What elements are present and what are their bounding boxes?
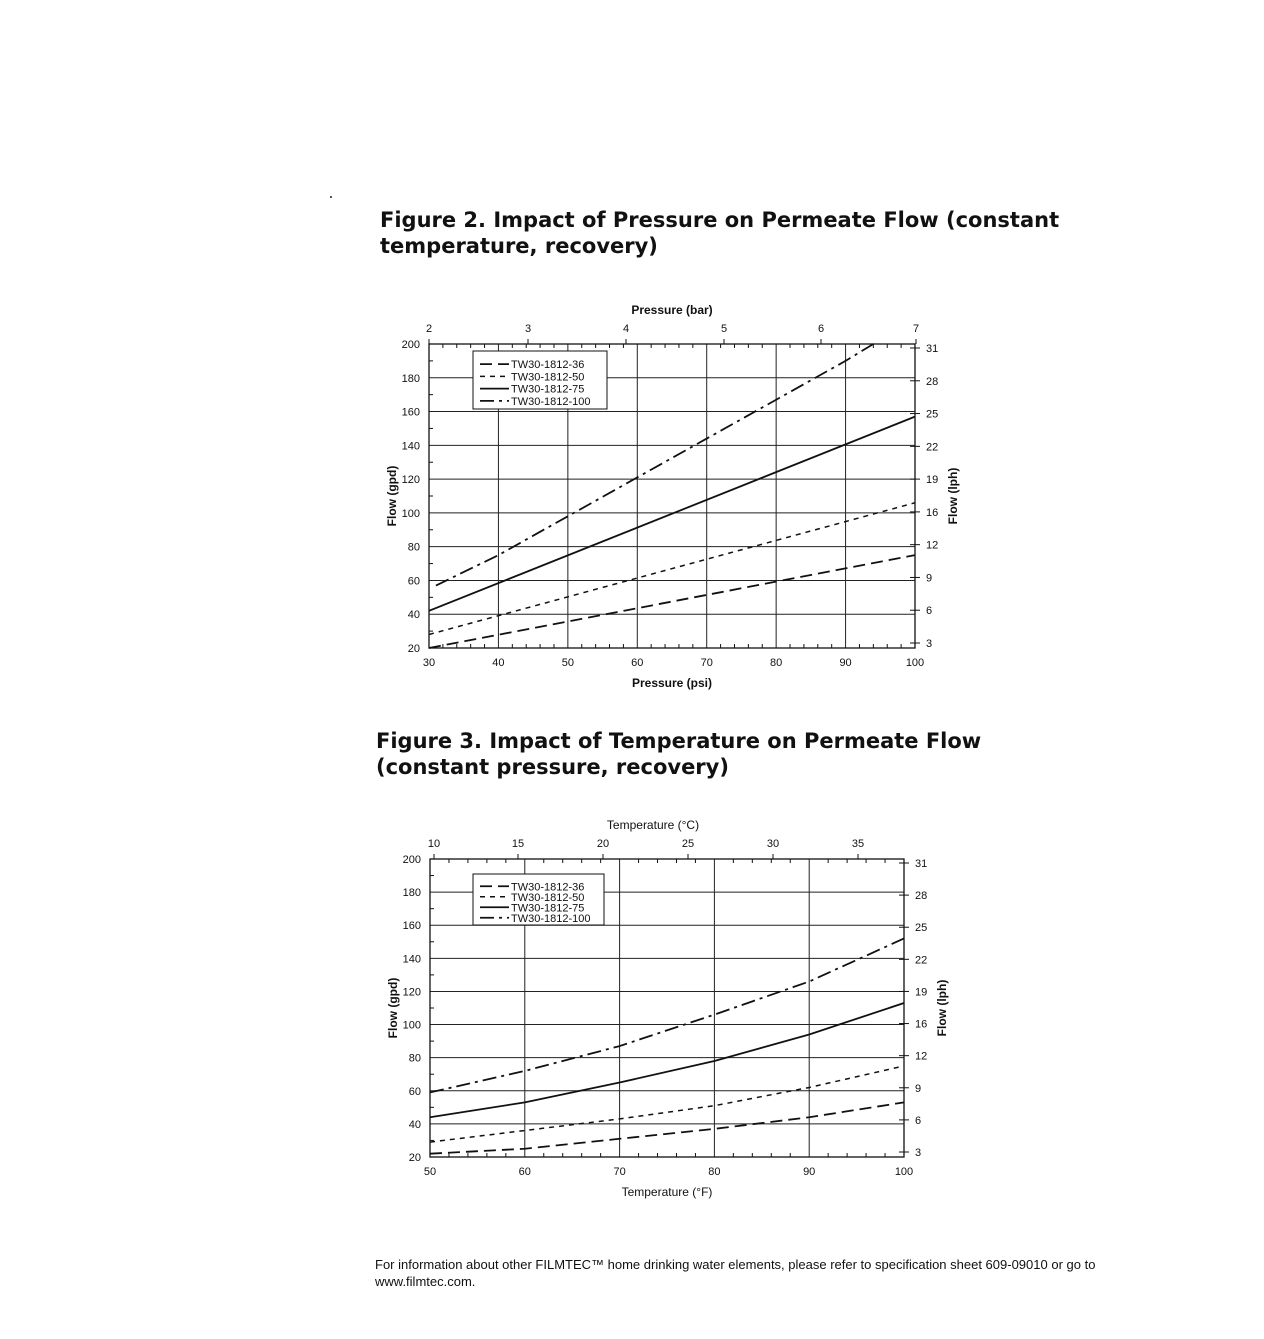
- fig2-x-tick-label: 60: [631, 657, 644, 669]
- fig2-y-tick-label: 160: [401, 406, 420, 419]
- fig2-y2-tick-label: 31: [926, 343, 939, 355]
- fig3-x2-axis-title: Temperature (°C): [606, 818, 700, 832]
- fig3-y-axis-title: Flow (gpd): [386, 977, 400, 1039]
- fig3-x2-tick-label: 30: [766, 838, 780, 850]
- footer-note: [375, 1256, 1105, 1290]
- fig3-y2-tick-label: 12: [915, 1050, 928, 1063]
- fig2-x-tick-label: 90: [839, 657, 852, 669]
- fig2-y-tick-label: 40: [407, 609, 420, 622]
- fig2-y-tick-label: 80: [407, 541, 420, 554]
- fig2-legend-label: TW30-1812-36: [511, 359, 585, 372]
- fig3-y-tick-label: 120: [402, 986, 421, 999]
- fig3-x2-tick-label: 35: [851, 838, 865, 850]
- fig3-x-tick-label: 90: [803, 1166, 816, 1178]
- fig2-x-tick-label: 30: [422, 657, 436, 669]
- fig2-x-tick-label: 40: [492, 657, 505, 669]
- fig2-legend-label: TW30-1812-75: [511, 383, 585, 396]
- fig3-y2-tick-label: 31: [915, 858, 928, 870]
- fig2-y2-tick-label: 22: [926, 441, 939, 454]
- fig3-y-tick-label: 20: [408, 1152, 421, 1164]
- fig2-y-axis-title: Flow (gpd): [385, 465, 399, 527]
- footer-line2: www.filmtec.com.: [375, 1274, 476, 1289]
- fig2-y2-tick-label: 19: [926, 474, 939, 487]
- fig2-x2-tick-label: 3: [524, 323, 532, 335]
- fig3-series-line-tw30-1812-100: [430, 938, 904, 1092]
- fig3-y-tick-label: 200: [402, 854, 421, 866]
- fig2-y-tick-label: 120: [401, 474, 420, 487]
- fig2-y-tick-label: 140: [401, 440, 420, 453]
- fig3-series-line-tw30-1812-50: [430, 1066, 904, 1142]
- fig2-x2-tick-label: 4: [622, 323, 630, 335]
- fig2-y-tick-label: 200: [401, 339, 420, 351]
- fig2-y2-axis-title: Flow (lph): [946, 467, 960, 525]
- fig3-x2-tick-label: 20: [596, 838, 610, 850]
- fig2-y2-tick-label: 6: [926, 605, 933, 618]
- fig3-y-tick-label: 160: [402, 920, 421, 933]
- fig2-legend-label: TW30-1812-50: [511, 371, 585, 384]
- fig2-x-axis-title: Pressure (psi): [631, 676, 713, 690]
- fig3-x2-tick-label: 10: [427, 838, 441, 850]
- fig2-y2-tick-label: 12: [926, 539, 939, 552]
- fig3-y-tick-label: 100: [402, 1019, 421, 1032]
- fig3-x2-tick-label: 25: [681, 838, 695, 850]
- fig2-x-tick-label: 50: [561, 657, 574, 669]
- fig2-y-tick-label: 100: [401, 507, 420, 520]
- fig2-y2-tick-label: 28: [926, 375, 939, 388]
- fig3-legend-label: TW30-1812-50: [511, 891, 585, 904]
- figure-2-title-line2: temperature, recovery): [380, 234, 658, 258]
- fig2-y-tick-label: 180: [401, 372, 420, 385]
- fig3-y2-axis-title: Flow (lph): [935, 979, 949, 1037]
- fig2-y2-tick-label: 9: [926, 572, 933, 585]
- fig2-x-tick-label: 80: [770, 657, 783, 669]
- fig3-legend-label: TW30-1812-75: [511, 902, 585, 915]
- fig2-x-tick-label: 100: [905, 657, 925, 669]
- fig3-y-tick-label: 40: [408, 1118, 421, 1131]
- fig3-legend-label: TW30-1812-100: [511, 912, 591, 925]
- fig3-y2-tick-label: 16: [915, 1018, 928, 1031]
- fig3-x2-tick-label: 15: [511, 838, 525, 850]
- fig3-x-tick-label: 80: [708, 1166, 721, 1178]
- fig3-y2-tick-label: 22: [915, 954, 928, 967]
- fig2-y-tick-label: 20: [407, 643, 420, 655]
- fig3-x-axis-title: Temperature (°F): [621, 1185, 713, 1199]
- fig3-y2-tick-label: 6: [915, 1114, 922, 1127]
- fig3-y-tick-label: 80: [408, 1052, 421, 1065]
- fig2-y2-tick-label: 3: [926, 638, 933, 650]
- fig3-x-tick-label: 60: [518, 1166, 531, 1178]
- fig2-x2-axis-title: Pressure (bar): [631, 303, 713, 317]
- fig2-y2-tick-label: 16: [926, 506, 939, 519]
- fig3-y2-tick-label: 9: [915, 1082, 922, 1095]
- fig2-x2-tick-label: 6: [817, 323, 825, 335]
- fig3-y2-tick-label: 28: [915, 890, 928, 903]
- figure-3-title-line1: Figure 3. Impact of Temperature on Permeate Flow: [376, 729, 982, 753]
- fig3-y-tick-label: 60: [408, 1085, 421, 1098]
- fig3-y2-tick-label: 25: [915, 922, 928, 935]
- fig3-x-tick-label: 70: [613, 1166, 626, 1178]
- figure-3-title-line2: (constant pressure, recovery): [376, 755, 729, 779]
- fig2-y2-tick-label: 25: [926, 408, 939, 421]
- fig3-x-tick-label: 50: [423, 1166, 437, 1178]
- fig2-x2-tick-label: 7: [912, 323, 920, 335]
- fig3-x-tick-label: 100: [894, 1166, 914, 1178]
- footer-line1: For information about other FILMTEC™ home drinking water elements, please refer to specification sheet 609-09010 or go to: [375, 1257, 1096, 1272]
- fig3-y-tick-label: 140: [402, 953, 421, 966]
- fig2-x-tick-label: 70: [700, 657, 713, 669]
- fig2-x2-tick-label: 5: [720, 323, 728, 335]
- fig2-legend-label: TW30-1812-100: [511, 395, 591, 408]
- fig3-series-line-tw30-1812-75: [430, 1003, 904, 1117]
- fig3-y2-tick-label: 3: [915, 1147, 922, 1159]
- fig3-y2-tick-label: 19: [915, 986, 928, 999]
- figure-2-title-line1: Figure 2. Impact of Pressure on Permeate Flow (constant: [380, 208, 1060, 232]
- fig2-y-tick-label: 60: [407, 575, 420, 588]
- fig3-legend-label: TW30-1812-36: [511, 881, 585, 894]
- fig2-x2-tick-label: 2: [425, 323, 433, 335]
- fig3-y-tick-label: 180: [402, 887, 421, 900]
- fig3-series-line-tw30-1812-36: [430, 1102, 904, 1153]
